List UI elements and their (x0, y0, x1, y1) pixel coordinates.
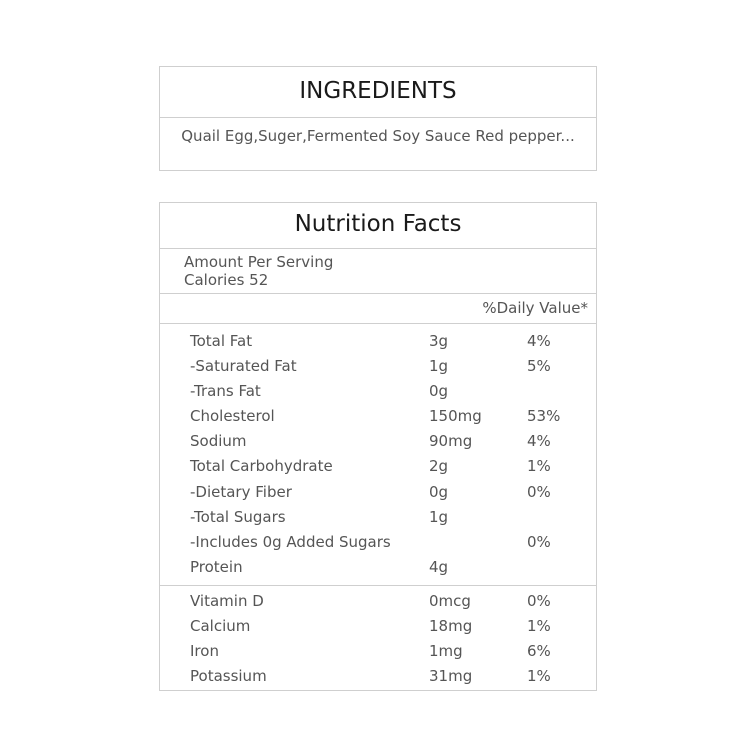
nutrient-row (160, 379, 596, 404)
nutrient-amount: 0g (429, 382, 449, 401)
nutrient-amount: 1g (429, 357, 449, 376)
daily-value-header: %Daily Value* (160, 294, 596, 324)
nutrient-amount: 4g (429, 557, 449, 576)
vitamin-daily-value: 0% (527, 592, 551, 610)
nutrient-name: -Total Sugars (190, 507, 286, 526)
nutrient-daily-value (527, 555, 587, 580)
nutrients-section (160, 324, 596, 586)
nutrient-amount (429, 530, 527, 555)
nutrient-row (160, 454, 596, 479)
vitamin-name: Potassium (190, 667, 267, 686)
vitamin-amount: 31mg (429, 667, 473, 686)
nutrient-daily-value: 4% (527, 332, 551, 350)
nutrient-name: Total Fat (190, 332, 253, 350)
nutrient-daily-value: 4% (527, 432, 551, 451)
nutrient-daily-value: 0% (527, 532, 551, 551)
nutrient-row (160, 555, 596, 580)
nutrient-amount: 150mg (429, 407, 482, 426)
vitamin-name: Calcium (190, 617, 251, 636)
nutrient-row (160, 429, 596, 454)
ingredients-panel (159, 66, 597, 171)
nutrient-amount: 2g (429, 457, 449, 476)
vitamin-row (160, 639, 596, 664)
nutrient-daily-value (527, 379, 587, 404)
vitamin-row (160, 589, 596, 614)
nutrient-daily-value: 0% (527, 482, 551, 501)
serving-info (160, 249, 596, 294)
nutrient-name: -Dietary Fiber (190, 482, 292, 501)
amount-per-serving-label: Amount Per Serving (184, 253, 334, 271)
nutrient-daily-value: 5% (527, 357, 551, 376)
nutrient-name: Sodium (190, 432, 247, 451)
nutrient-amount: 0g (429, 482, 449, 501)
nutrient-daily-value (527, 505, 587, 530)
nutrient-row (160, 480, 596, 505)
vitamin-amount: 1mg (429, 642, 463, 661)
nutrient-name: Total Carbohydrate (190, 457, 333, 476)
vitamin-daily-value: 1% (527, 667, 551, 686)
vitamin-daily-value: 1% (527, 617, 551, 636)
nutrient-daily-value: 1% (527, 457, 551, 476)
nutrient-row (160, 505, 596, 530)
nutrient-row (160, 530, 596, 555)
vitamin-name: Vitamin D (190, 592, 264, 610)
nutrient-name: -Saturated Fat (190, 357, 297, 376)
vitamins-section (160, 586, 596, 689)
nutrient-amount: 90mg (429, 432, 473, 451)
vitamin-amount: 0mcg (429, 592, 471, 610)
nutrient-daily-value: 53% (527, 407, 561, 426)
nutrient-amount: 1g (429, 507, 449, 526)
nutrient-name: -Includes 0g Added Sugars (190, 532, 391, 551)
vitamin-row (160, 614, 596, 639)
calories-label: Calories 52 (184, 271, 269, 289)
nutrient-row (160, 354, 596, 379)
nutrient-name: Protein (190, 557, 243, 576)
vitamin-amount: 18mg (429, 617, 473, 636)
nutrient-row (160, 329, 596, 354)
nutrition-facts-panel (159, 202, 597, 691)
nutrient-name: -Trans Fat (190, 382, 261, 401)
ingredients-title: INGREDIENTS (160, 67, 596, 118)
vitamin-row (160, 664, 596, 689)
ingredients-text: Quail Egg,Suger,Fermented Soy Sauce Red pepper... (181, 127, 575, 145)
nutrition-facts-title: Nutrition Facts (160, 203, 596, 249)
vitamin-daily-value: 6% (527, 642, 551, 661)
nutrient-name: Cholesterol (190, 407, 275, 426)
nutrient-row (160, 404, 596, 429)
nutrient-amount: 3g (429, 332, 449, 350)
vitamin-name: Iron (190, 642, 219, 661)
